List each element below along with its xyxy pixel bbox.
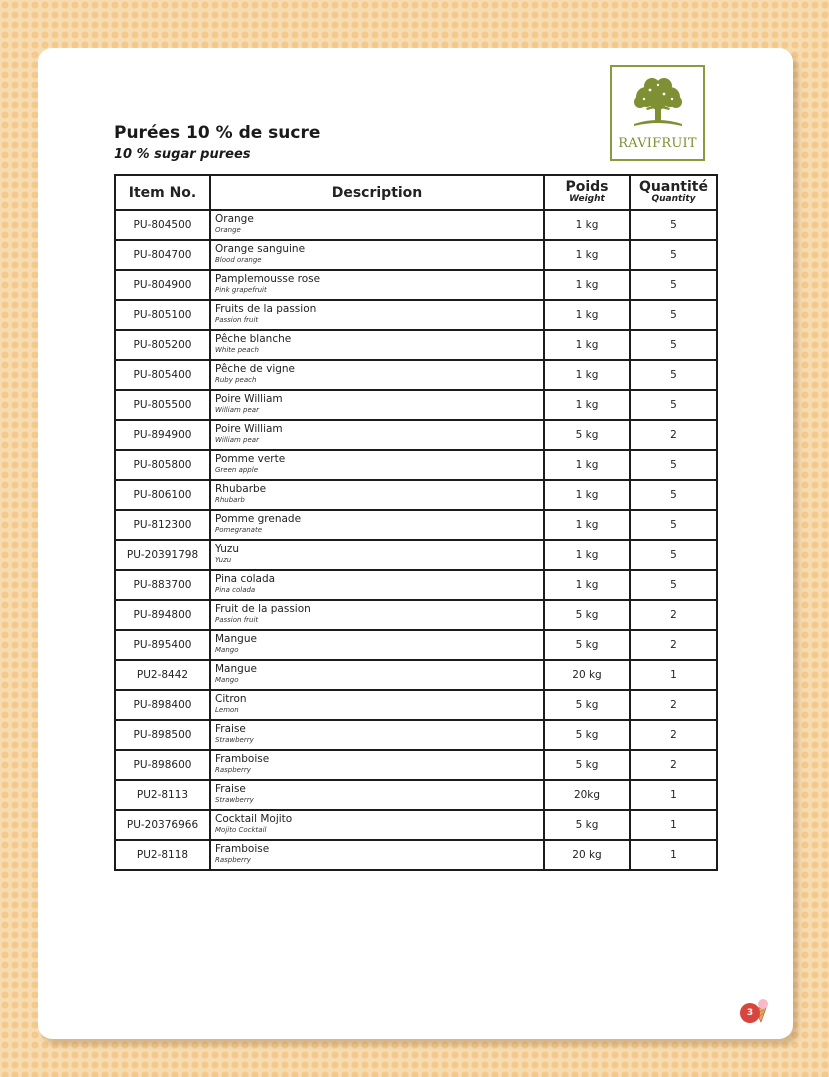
description-cell	[210, 270, 544, 300]
weight-cell: 1 kg	[544, 270, 630, 300]
quantity-cell: 5	[630, 360, 717, 390]
item-number-cell: PU-894900	[115, 420, 210, 450]
table-row	[115, 630, 717, 660]
quantity-cell: 5	[630, 270, 717, 300]
item-number-cell: PU-805100	[115, 300, 210, 330]
table-row	[115, 240, 717, 270]
quantity-cell: 5	[630, 390, 717, 420]
weight-cell: 5 kg	[544, 750, 630, 780]
header-quantity-en: Quantity	[651, 194, 696, 204]
description-cell	[210, 360, 544, 390]
description-en: Passion fruit	[215, 316, 259, 324]
description-fr: Fraise	[215, 783, 246, 795]
table-row	[115, 840, 717, 870]
description-fr: Rhubarbe	[215, 483, 267, 495]
quantity-cell: 5	[630, 210, 717, 240]
weight-cell: 1 kg	[544, 300, 630, 330]
description-cell	[210, 240, 544, 270]
description-fr: Orange sanguine	[215, 243, 306, 255]
description-cell	[210, 330, 544, 360]
table-header-row	[115, 175, 717, 210]
description-fr: Citron	[215, 693, 247, 705]
header-quantity	[630, 175, 717, 210]
weight-cell: 5 kg	[544, 720, 630, 750]
page-number: 3	[746, 1008, 754, 1018]
item-number-cell: PU-20376966	[115, 810, 210, 840]
description-cell	[210, 750, 544, 780]
weight-cell: 1 kg	[544, 570, 630, 600]
description-en: Strawberry	[215, 736, 254, 744]
table-row	[115, 750, 717, 780]
header-weight-fr: Poids	[565, 179, 609, 195]
description-en: William pear	[215, 436, 259, 444]
description-cell	[210, 690, 544, 720]
weight-cell: 5 kg	[544, 600, 630, 630]
weight-cell: 20 kg	[544, 840, 630, 870]
description-cell	[210, 570, 544, 600]
item-number-cell: PU-898400	[115, 690, 210, 720]
description-cell	[210, 390, 544, 420]
description-cell	[210, 450, 544, 480]
tree-icon	[624, 75, 692, 133]
weight-cell: 5 kg	[544, 420, 630, 450]
item-number-cell: PU-20391798	[115, 540, 210, 570]
weight-cell: 5 kg	[544, 810, 630, 840]
catalog-page	[38, 48, 793, 1039]
quantity-cell: 1	[630, 780, 717, 810]
description-cell	[210, 630, 544, 660]
quantity-cell: 5	[630, 570, 717, 600]
weight-cell: 1 kg	[544, 360, 630, 390]
ravifruit-logo	[610, 65, 705, 161]
description-cell	[210, 780, 544, 810]
table-row	[115, 270, 717, 300]
weight-cell: 1 kg	[544, 450, 630, 480]
logo-brand-text: RAVIFRUIT	[618, 136, 697, 151]
description-fr: Pamplemousse rose	[215, 273, 321, 285]
quantity-cell: 2	[630, 420, 717, 450]
item-number-cell: PU-805400	[115, 360, 210, 390]
weight-cell: 1 kg	[544, 540, 630, 570]
table-row	[115, 600, 717, 630]
weight-cell: 1 kg	[544, 390, 630, 420]
description-fr: Yuzu	[215, 543, 240, 555]
description-en: Pomegranate	[215, 526, 263, 534]
description-cell	[210, 210, 544, 240]
page-badge	[739, 998, 769, 1028]
quantity-cell: 5	[630, 300, 717, 330]
description-cell	[210, 720, 544, 750]
table-row	[115, 480, 717, 510]
item-number-cell: PU2-8113	[115, 780, 210, 810]
description-fr: Pomme verte	[215, 453, 286, 465]
item-number-cell: PU-898600	[115, 750, 210, 780]
table-row	[115, 420, 717, 450]
description-cell	[210, 810, 544, 840]
description-cell	[210, 420, 544, 450]
description-fr: Orange	[215, 213, 254, 225]
weight-cell: 5 kg	[544, 690, 630, 720]
weight-cell: 20kg	[544, 780, 630, 810]
header-weight	[544, 175, 630, 210]
description-cell	[210, 510, 544, 540]
description-fr: Fraise	[215, 723, 246, 735]
description-fr: Mangue	[215, 663, 257, 675]
table-row	[115, 210, 717, 240]
quantity-cell: 2	[630, 600, 717, 630]
item-number-cell: PU-894800	[115, 600, 210, 630]
table-row	[115, 390, 717, 420]
products-table	[114, 174, 718, 871]
description-fr: Pêche blanche	[215, 333, 292, 345]
item-number-cell: PU-805800	[115, 450, 210, 480]
weight-cell: 1 kg	[544, 510, 630, 540]
weight-cell: 1 kg	[544, 330, 630, 360]
item-number-cell: PU-898500	[115, 720, 210, 750]
quantity-cell: 2	[630, 750, 717, 780]
description-en: Blood orange	[215, 256, 262, 264]
quantity-cell: 1	[630, 660, 717, 690]
item-number-cell: PU-883700	[115, 570, 210, 600]
description-en: Passion fruit	[215, 616, 259, 624]
description-fr: Pina colada	[215, 573, 276, 585]
description-fr: Poire William	[215, 393, 283, 405]
description-en: Lemon	[215, 706, 239, 714]
description-fr: Cocktail Mojito	[215, 813, 293, 825]
quantity-cell: 5	[630, 450, 717, 480]
item-number-cell: PU-805500	[115, 390, 210, 420]
header-item-no: Item No.	[115, 175, 210, 210]
table-row	[115, 360, 717, 390]
description-fr: Fruit de la passion	[215, 603, 311, 615]
page-subtitle: 10 % sugar purees	[114, 147, 251, 162]
weight-cell: 1 kg	[544, 210, 630, 240]
quantity-cell: 2	[630, 630, 717, 660]
table-row	[115, 690, 717, 720]
table-row	[115, 510, 717, 540]
description-en: Pink grapefruit	[215, 286, 267, 294]
description-fr: Pêche de vigne	[215, 363, 296, 375]
item-number-cell: PU-804700	[115, 240, 210, 270]
description-cell	[210, 300, 544, 330]
header-weight-en: Weight	[569, 194, 605, 204]
description-en: Orange	[215, 226, 241, 234]
description-cell	[210, 600, 544, 630]
quantity-cell: 5	[630, 480, 717, 510]
description-fr: Mangue	[215, 633, 257, 645]
description-en: White peach	[215, 346, 259, 354]
header-description: Description	[210, 175, 544, 210]
quantity-cell: 1	[630, 810, 717, 840]
description-cell	[210, 540, 544, 570]
table-row	[115, 540, 717, 570]
description-en: Mojito Cocktail	[215, 826, 267, 834]
quantity-cell: 5	[630, 330, 717, 360]
table-row	[115, 330, 717, 360]
weight-cell: 5 kg	[544, 630, 630, 660]
table-row	[115, 780, 717, 810]
item-number-cell: PU-812300	[115, 510, 210, 540]
description-en: Mango	[215, 646, 239, 654]
quantity-cell: 2	[630, 720, 717, 750]
description-fr: Fruits de la passion	[215, 303, 317, 315]
description-cell	[210, 840, 544, 870]
description-en: Yuzu	[215, 556, 232, 564]
item-number-cell: PU-895400	[115, 630, 210, 660]
page-title: Purées 10 % de sucre	[114, 123, 321, 143]
item-number-cell: PU-804900	[115, 270, 210, 300]
description-en: Raspberry	[215, 766, 251, 774]
description-en: Pina colada	[215, 586, 256, 594]
weight-cell: 1 kg	[544, 240, 630, 270]
table-row	[115, 300, 717, 330]
description-en: Strawberry	[215, 796, 254, 804]
item-number-cell: PU-806100	[115, 480, 210, 510]
item-number-cell: PU2-8442	[115, 660, 210, 690]
quantity-cell: 5	[630, 540, 717, 570]
description-en: Rhubarb	[215, 496, 245, 504]
weight-cell: 1 kg	[544, 480, 630, 510]
description-en: Raspberry	[215, 856, 251, 864]
table-row	[115, 450, 717, 480]
table-row	[115, 810, 717, 840]
description-fr: Framboise	[215, 843, 270, 855]
description-cell	[210, 480, 544, 510]
item-number-cell: PU-804500	[115, 210, 210, 240]
table-row	[115, 660, 717, 690]
description-en: Ruby peach	[215, 376, 257, 384]
description-cell	[210, 660, 544, 690]
quantity-cell: 1	[630, 840, 717, 870]
header-quantity-fr: Quantité	[639, 179, 708, 195]
item-number-cell: PU2-8118	[115, 840, 210, 870]
description-en: William pear	[215, 406, 259, 414]
item-number-cell: PU-805200	[115, 330, 210, 360]
description-fr: Pomme grenade	[215, 513, 302, 525]
description-fr: Framboise	[215, 753, 270, 765]
quantity-cell: 2	[630, 690, 717, 720]
description-fr: Poire William	[215, 423, 283, 435]
table-row	[115, 570, 717, 600]
quantity-cell: 5	[630, 240, 717, 270]
description-en: Mango	[215, 676, 239, 684]
table-row	[115, 720, 717, 750]
description-en: Green apple	[215, 466, 259, 474]
weight-cell: 20 kg	[544, 660, 630, 690]
quantity-cell: 5	[630, 510, 717, 540]
